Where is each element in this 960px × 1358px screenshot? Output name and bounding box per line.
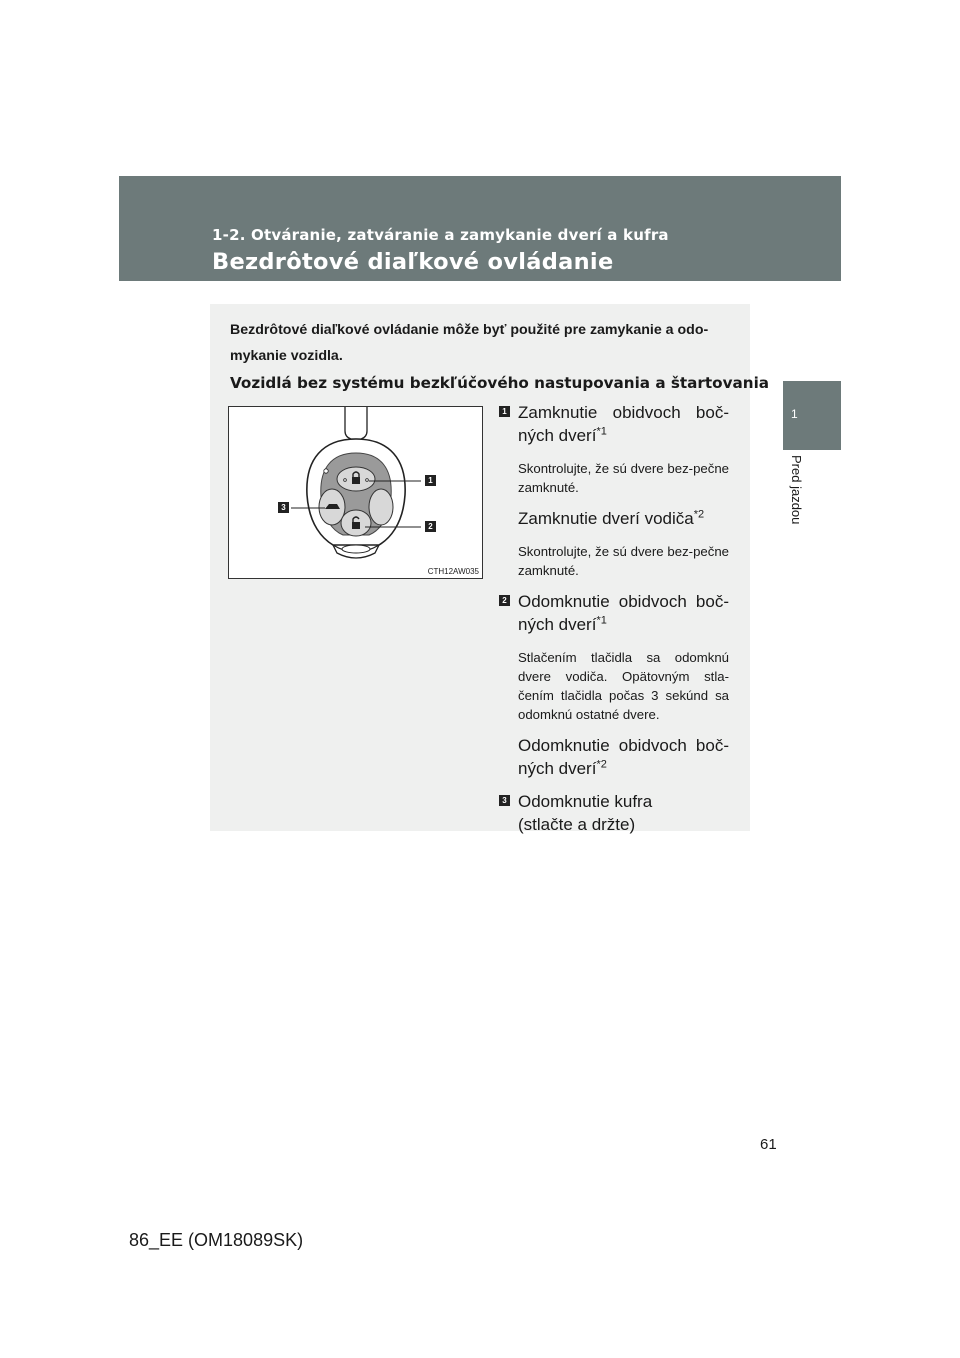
item-number-3: 3 [499, 795, 510, 806]
chapter-tab[interactable] [783, 381, 841, 450]
item-label-alt: Odomknutie obidvoch boč-ných dverí$^{*2}$ [518, 736, 729, 778]
callout-3: 3 [278, 502, 289, 513]
key-blade [345, 407, 367, 439]
figure-code: CTH12AW035 [427, 567, 479, 576]
item-label: Odomknutie obidvoch boč-ných dverí$^{*1}$ [518, 592, 729, 634]
button-list [499, 401, 729, 836]
section-label: 1-2. Otváranie, zatváranie a zamykanie dverí a kufra [212, 226, 669, 244]
callout-2: 2 [425, 521, 436, 532]
section-subheading: Vozidlá bez systému bezkľúčového nastupovania a štartovania [230, 374, 770, 392]
item-number-1: 1 [499, 406, 510, 417]
page-number: 61 [760, 1136, 777, 1153]
lock-icon [352, 477, 360, 484]
key-ring-slot [342, 545, 370, 553]
item-note: Stlačením tlačidla sa odomknú dvere vodiča. Opätovným stla-čením tlačidla počas 3 sekúnd sa odomknú ostatné dvere. [518, 650, 729, 722]
remote-key-figure [228, 406, 483, 579]
led-indicator [324, 469, 328, 473]
list-item [499, 401, 729, 580]
chapter-label: Pred jazdou [789, 455, 804, 525]
item-label-alt: Zamknutie dverí vodiča$^{*2}$ [518, 508, 705, 528]
intro-text: Bezdrôtové diaľkové ovládanie môže byť použité pre zamykanie a odo-mykanie vozidla. [230, 322, 709, 364]
item-number-2: 2 [499, 595, 510, 606]
list-item [499, 790, 729, 836]
list-item [499, 590, 729, 780]
item-note-alt: Skontrolujte, že sú dvere bez-pečne zamknuté. [518, 544, 729, 578]
item-note: Skontrolujte, že sú dvere bez-pečne zamknuté. [518, 461, 729, 495]
page-title: Bezdrôtové diaľkové ovládanie [212, 249, 614, 275]
unlock-icon [352, 522, 360, 529]
remote-key-illustration [229, 407, 482, 578]
item-label-line2: (stlačte a držte) [518, 815, 636, 834]
callout-1: 1 [425, 475, 436, 486]
item-label: Zamknutie obidvoch boč-ných dverí$^{*1}$ [518, 403, 729, 445]
item-label: Odomknutie kufra [518, 792, 653, 811]
right-button [369, 489, 393, 525]
chapter-number: 1 [791, 407, 798, 421]
footer-code: 86_EE (OM18089SK) [129, 1230, 304, 1250]
